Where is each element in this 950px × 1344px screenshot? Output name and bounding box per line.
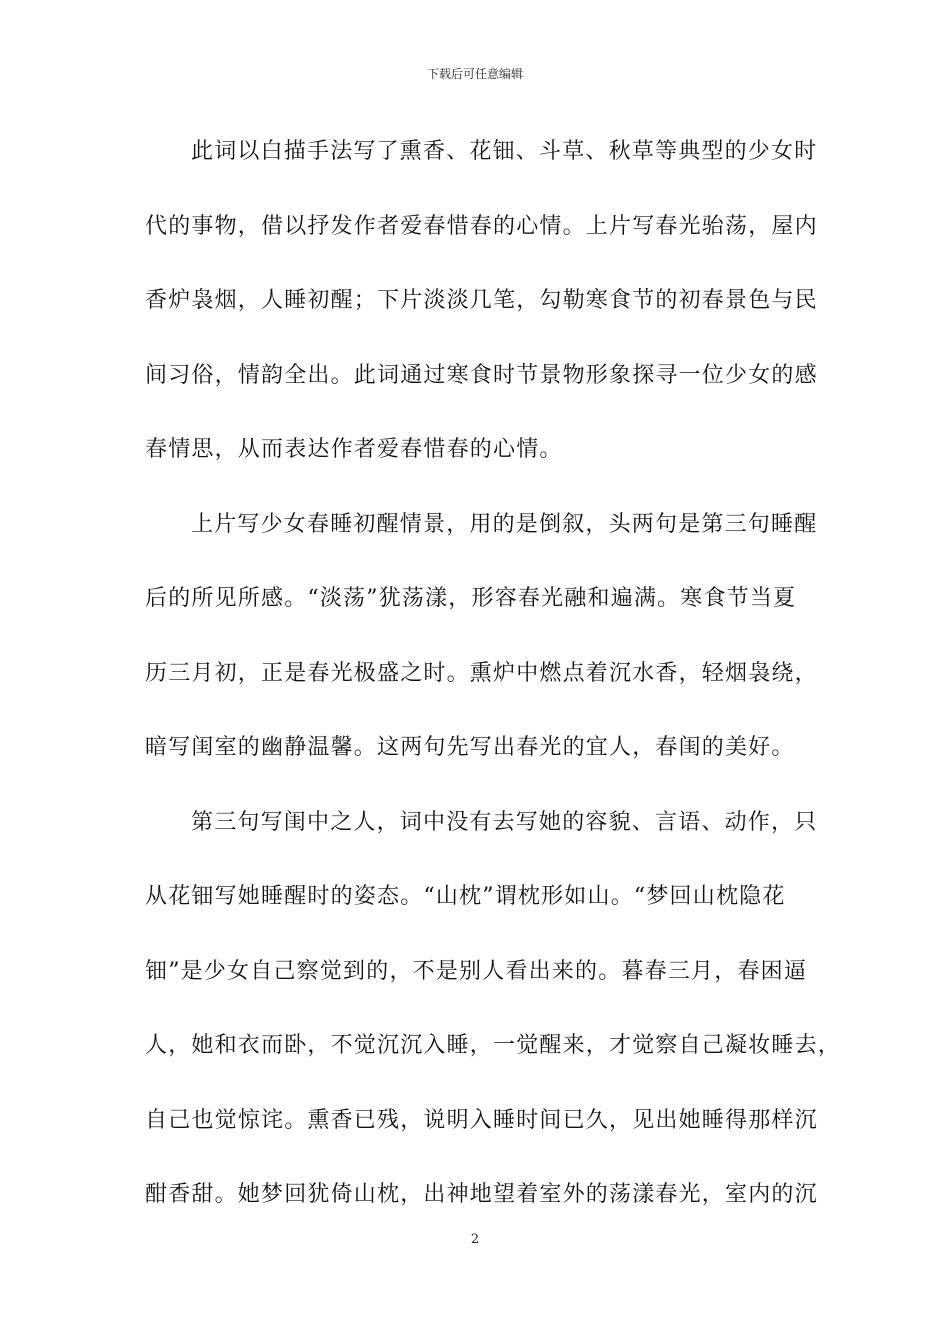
paragraph-line: 钿”是少女自己察觉到的，不是别人看出来的。暮春三月，春困逼	[145, 958, 808, 984]
paragraph-line: 上片写少女春睡初醒情景，用的是倒叙，头两句是第三句睡醒	[191, 511, 818, 537]
page-number: 2	[470, 1232, 480, 1247]
paragraph-line: 香炉袅烟，人睡初醒；下片淡淡几笔，勾勒寒食节的初春景色与民	[145, 288, 818, 313]
paragraph-line: 从花钿写她睡醒时的姿态。“山枕”谓枕形如山。“梦回山枕隐花	[145, 884, 786, 909]
paragraph-line: 酣香甜。她梦回犹倚山枕，出神地望着室外的荡漾春光，室内的沉	[145, 1182, 818, 1207]
paragraph-line: 暗写闺室的幽静温馨。这两句先写出春光的宜人，春闺的美好。	[145, 735, 795, 760]
paragraph-line: 后的所见所感。“淡荡”犹荡漾，形容春光融和遍满。寒食节当夏	[145, 586, 797, 611]
paragraph-line: 第三句写闺中之人，词中没有去写她的容貌、言语、动作，只	[191, 809, 818, 835]
paragraph-line: 春情思，从而表达作者爱春惜春的心情。	[145, 437, 563, 462]
paragraph-line: 人，她和衣而卧，不觉沉沉入睡，一觉醒来，才觉察自己凝妆睡去，	[145, 1033, 842, 1058]
page-header: 下载后可任意编辑	[426, 67, 523, 81]
paragraph-line: 历三月初，正是春光极盛之时。熏炉中燃点着沉水香，轻烟袅绕，	[145, 660, 818, 686]
paragraph-line: 此词以白描手法写了熏香、花钿、斗草、秋草等典型的少女时	[191, 139, 818, 164]
paragraph-line: 自己也觉惊诧。熏香已残，说明入睡时间已久，见出她睡得那样沉	[145, 1107, 818, 1133]
paragraph-line: 代的事物，借以抒发作者爱春惜春的心情。上片写春光骀荡，屋内	[145, 213, 818, 239]
paragraph-line: 间习俗，情韵全出。此词通过寒食时节景物形象探寻一位少女的感	[145, 362, 818, 388]
document-body	[145, 130, 842, 1248]
